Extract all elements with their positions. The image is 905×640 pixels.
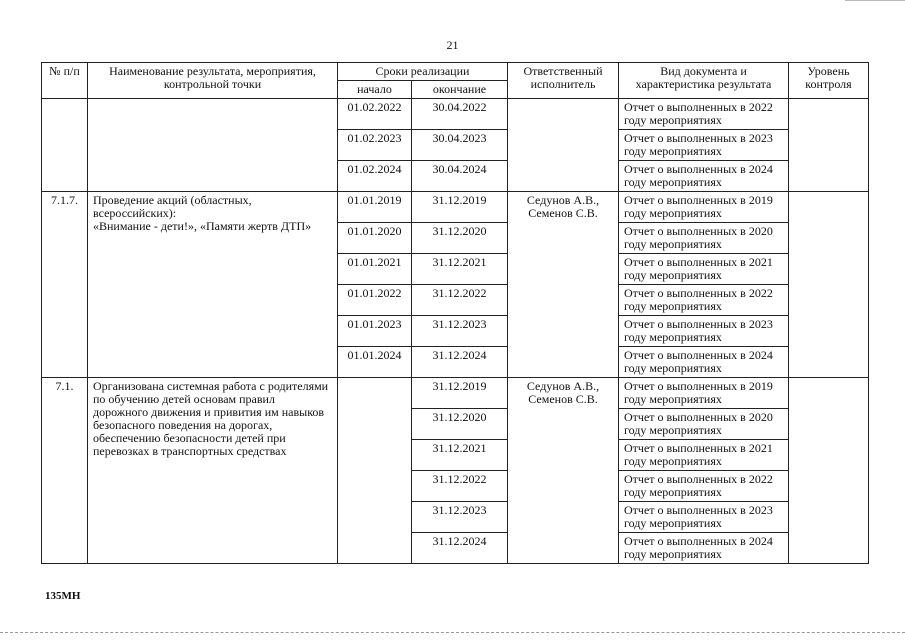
doc-cell: Отчет о выполненных в 2023 году мероприятиях: [619, 502, 789, 533]
doc-cell: Отчет о выполненных в 2024 году мероприятиях: [619, 161, 789, 192]
end-date: 31.12.2024: [412, 347, 508, 378]
header-end: окончание: [412, 81, 508, 99]
doc-cell: Отчет о выполненных в 2020 году мероприятиях: [619, 223, 789, 254]
control-cell: [789, 192, 869, 378]
doc-cell: Отчет о выполненных в 2022 году мероприятиях: [619, 99, 789, 130]
start-date: 01.01.2020: [338, 223, 412, 254]
control-cell: [789, 378, 869, 564]
end-date: 31.12.2023: [412, 502, 508, 533]
end-date: 31.12.2022: [412, 471, 508, 502]
doc-cell: Отчет о выполненных в 2022 году мероприятиях: [619, 471, 789, 502]
header-doc-type: Вид документа и характеристика результата: [619, 63, 789, 99]
start-date: 01.02.2024: [338, 161, 412, 192]
doc-cell: Отчет о выполненных в 2021 году мероприятиях: [619, 440, 789, 471]
name-cell: [88, 192, 338, 378]
header-name: Наименование результата, мероприятия, контрольной точки: [88, 63, 338, 99]
start-date: 01.01.2022: [338, 285, 412, 316]
control-cell: [789, 99, 869, 192]
header-responsible: Ответственный исполнитель: [508, 63, 619, 99]
end-date: 31.12.2023: [412, 316, 508, 347]
end-date: 31.12.2021: [412, 440, 508, 471]
document-code: 135МН: [45, 590, 81, 602]
end-date: 30.04.2022: [412, 99, 508, 130]
doc-cell: Отчет о выполненных в 2023 году мероприятиях: [619, 130, 789, 161]
header-num: № п/п: [42, 63, 88, 99]
doc-cell: Отчет о выполненных в 2024 году мероприятиях: [619, 533, 789, 564]
doc-cell: Отчет о выполненных в 2024 году мероприятиях: [619, 347, 789, 378]
start-date: 01.01.2024: [338, 347, 412, 378]
end-date: 31.12.2019: [412, 378, 508, 409]
num-cell: 7.1.: [42, 378, 88, 564]
responsible-cell: Седунов А.В., Семенов С.В.: [508, 192, 619, 378]
table-row: [42, 378, 869, 409]
doc-cell: Отчет о выполненных в 2022 году мероприятиях: [619, 285, 789, 316]
start-date: 01.02.2022: [338, 99, 412, 130]
start-date: 01.01.2023: [338, 316, 412, 347]
end-date: 31.12.2021: [412, 254, 508, 285]
num-cell: 7.1.7.: [42, 192, 88, 378]
doc-cell: Отчет о выполненных в 2019 году мероприятиях: [619, 378, 789, 409]
table-row: [42, 99, 869, 130]
doc-cell: Отчет о выполненных в 2020 году мероприятиях: [619, 409, 789, 440]
start-date: 01.01.2021: [338, 254, 412, 285]
end-date: 30.04.2023: [412, 130, 508, 161]
name-cell: [88, 99, 338, 192]
end-date: 31.12.2019: [412, 192, 508, 223]
page-number: 21: [446, 38, 459, 52]
name-line: Проведение акций (областных, всероссийских):: [93, 193, 252, 220]
end-date: 31.12.2020: [412, 409, 508, 440]
table-row: [42, 192, 869, 223]
doc-cell: Отчет о выполненных в 2023 году мероприятиях: [619, 316, 789, 347]
corner-mark: [845, 0, 905, 1]
responsible-cell: [508, 99, 619, 192]
start-date: 01.01.2019: [338, 192, 412, 223]
name-cell: Организована системная работа с родителями по обучению детей основам правил дорожного движения и привития им навыков безопасного поведения на дорогах, обеспечению безопасности детей при перевозках в транспортных средствах: [88, 378, 338, 564]
name-line: «Внимание - дети!», «Памяти жертв ДТП»: [93, 219, 312, 233]
header-start: начало: [338, 81, 412, 99]
header-terms: Сроки реализации: [338, 63, 508, 81]
responsible-cell: Седунов А.В., Семенов С.В.: [508, 378, 619, 564]
num-cell: [42, 99, 88, 192]
end-date: 30.04.2024: [412, 161, 508, 192]
scan-edge-line: [0, 632, 905, 633]
end-date: 31.12.2020: [412, 223, 508, 254]
header-control: Уровень контроля: [789, 63, 869, 99]
doc-cell: Отчет о выполненных в 2021 году мероприятиях: [619, 254, 789, 285]
start-date: 01.02.2023: [338, 130, 412, 161]
doc-cell: Отчет о выполненных в 2019 году мероприятиях: [619, 192, 789, 223]
start-date-empty: [338, 378, 412, 564]
end-date: 31.12.2024: [412, 533, 508, 564]
plan-table: [41, 62, 869, 564]
end-date: 31.12.2022: [412, 285, 508, 316]
